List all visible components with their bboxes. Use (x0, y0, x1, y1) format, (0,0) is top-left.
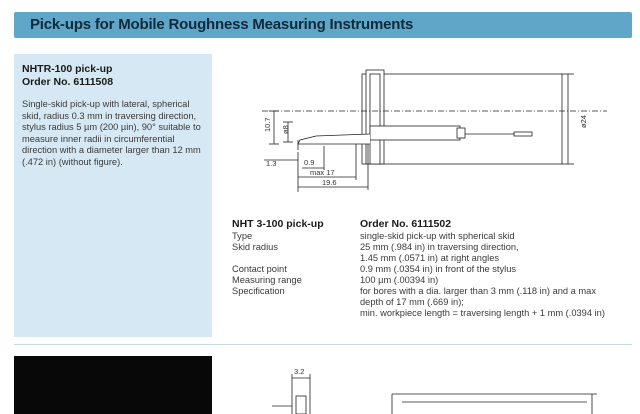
dim-diameter-8: ø8 (281, 125, 290, 134)
section-header (14, 12, 632, 38)
spec-product-name: NHT 3-100 pick-up (232, 218, 324, 230)
spec-value: 25 mm (.984 in) in traversing direction, (360, 242, 519, 252)
pickup-drawing-2 (252, 364, 632, 414)
spec-value: depth of 17 mm (.669 in); (360, 297, 464, 307)
product-description: Single-skid pick-up with lateral, spherical skid, radius 0.3 mm in traversing direction, stylus radius 5 µm (200 µin), 90° suitable to measure inner radii in circumferential direction with a diameter larger than 12 mm (.472 in) (without figure). (22, 99, 201, 167)
product-heading (22, 63, 113, 89)
spec-label: Specification (232, 286, 285, 296)
spec-value: 100 µm (.00394 in) (360, 275, 439, 285)
spec-value: min. workpiece length = traversing length + 1 mm (.0394 in) (360, 308, 605, 318)
spec-label: Skid radius (232, 242, 278, 252)
dim-0-9: 0.9 (304, 158, 315, 167)
dim-19-6: 19.6 (322, 178, 337, 187)
spec-value: for bores with a dia. larger than 3 mm (.118 in) and a max (360, 286, 596, 296)
dim-10-7: 10.7 (263, 117, 272, 132)
page-title: Pick-ups for Mobile Roughness Measuring Instruments (30, 16, 414, 33)
section-divider (14, 344, 632, 345)
product-order-number: Order No. 6111508 (22, 76, 114, 88)
dim-max-17: max 17 (310, 168, 335, 177)
spec-label: Type (232, 231, 253, 241)
dim-3-2: 3.2 (294, 367, 305, 376)
spec-order-number: Order No. 6111502 (360, 218, 452, 230)
page (4, 4, 636, 410)
product-name: NHTR-100 pick-up (22, 63, 113, 75)
spec-label: Contact point (232, 264, 287, 274)
pickup-drawing (252, 64, 632, 204)
product-info-panel (14, 54, 212, 337)
spec-value: 1.45 mm (.0571 in) at right angles (360, 253, 500, 263)
dim-1-3: 1.3 (266, 159, 277, 168)
spec-value: 0.9 mm (.0354 in) in front of the stylus (360, 264, 517, 274)
dim-diameter-24: ø24 (579, 115, 588, 128)
product-photo (14, 356, 212, 414)
spec-value: single-skid pick-up with spherical skid (360, 231, 515, 241)
spec-label: Measuring range (232, 275, 302, 285)
